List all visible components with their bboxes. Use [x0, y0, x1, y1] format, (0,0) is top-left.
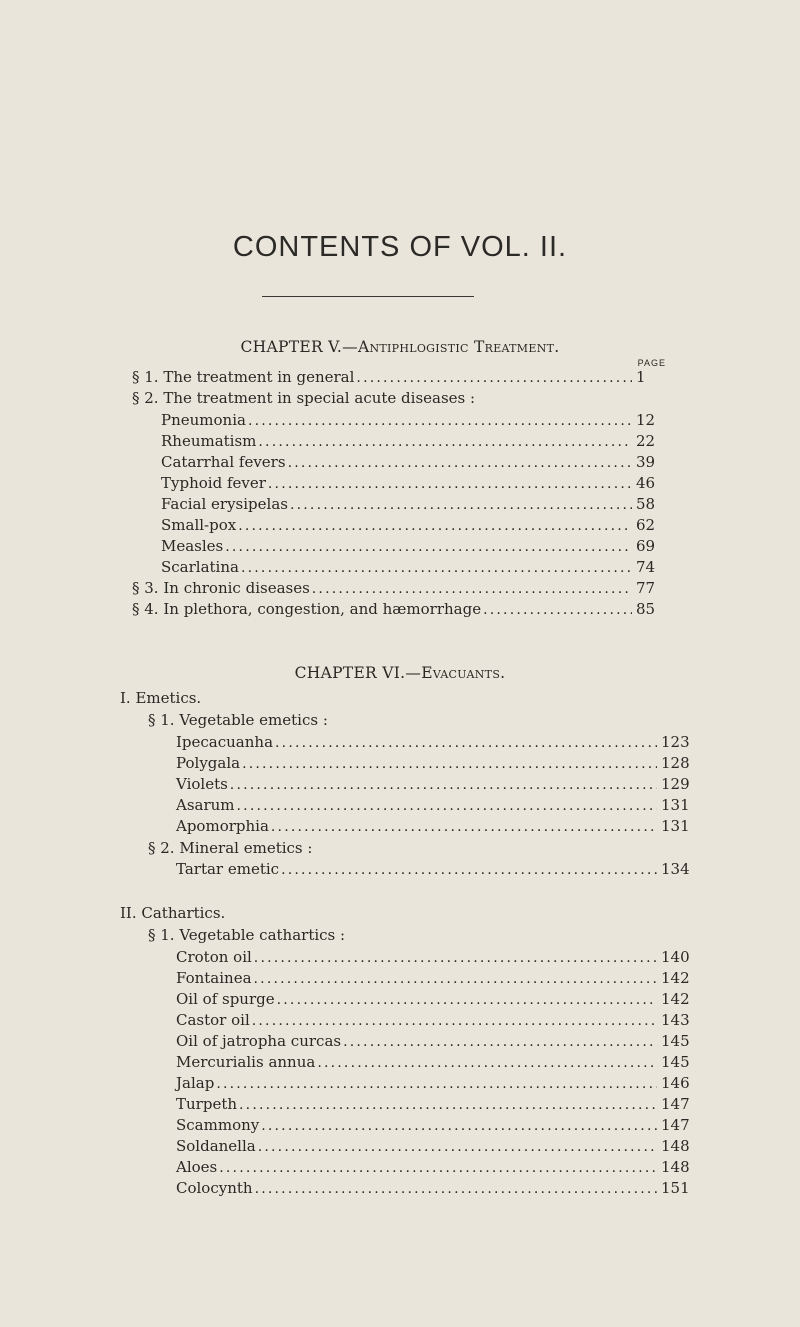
toc-entry-page: 140	[661, 948, 690, 966]
toc-entry-label: Fontainea	[176, 969, 252, 987]
toc-entry	[161, 473, 666, 493]
toc-entry	[176, 1010, 691, 1030]
toc-subheading: § 2. Mineral emetics :	[148, 839, 313, 857]
toc-entry-page: 85	[636, 600, 656, 618]
toc-entry-page: 147	[661, 1095, 690, 1113]
toc-entry	[176, 753, 691, 773]
toc-entry-label: Violets	[176, 775, 228, 793]
section-heading-cathartics: II. Cathartics.	[120, 904, 226, 922]
toc-entry-label: § 4. In plethora, congestion, and hæmorrhage	[132, 600, 482, 618]
toc-entry	[161, 515, 666, 535]
toc-entry-label: Polygala	[176, 754, 241, 772]
chapter-6-heading	[0, 664, 800, 682]
toc-entry	[176, 1157, 691, 1177]
toc-entry-page: 131	[661, 817, 690, 835]
toc-entry-label: Oil of spurge	[176, 990, 275, 1008]
toc-entry	[132, 367, 666, 387]
toc-subheading: § 2. The treatment in special acute diseases :	[132, 389, 476, 407]
toc-entry-label: § 3. In chronic diseases	[132, 579, 310, 597]
toc-entry	[161, 494, 666, 514]
toc-entry-label: Croton oil	[176, 948, 252, 966]
toc-entry	[176, 774, 691, 794]
toc-entry-label: Tartar emetic	[176, 860, 280, 878]
toc-entry-label: Small-pox	[161, 516, 237, 534]
toc-entry-page: 1	[636, 368, 646, 386]
toc-entry	[161, 557, 666, 577]
toc-entry-page: 129	[661, 775, 690, 793]
toc-entry-label: Soldanella	[176, 1137, 256, 1155]
chapter-5-number: CHAPTER V.—	[240, 338, 358, 356]
toc-entry-page: 128	[661, 754, 690, 772]
toc-entry-page: 142	[661, 969, 690, 987]
toc-entry-label: Oil of jatropha curcas	[176, 1032, 342, 1050]
toc-entry	[161, 452, 666, 472]
toc-entry	[176, 947, 691, 967]
toc-entry-page: 58	[636, 495, 656, 513]
toc-entry-page: 151	[661, 1179, 690, 1197]
chapter-5-title: Antiphlogistic Treatment.	[357, 338, 560, 356]
toc-entry-page: 46	[636, 474, 656, 492]
toc-entry	[176, 989, 691, 1009]
toc-entry-label: Mercurialis annua	[176, 1053, 316, 1071]
toc-entry-page: 145	[661, 1032, 690, 1050]
toc-entry-label: Facial erysipelas	[161, 495, 288, 513]
toc-entry-label: Aloes	[176, 1158, 218, 1176]
section-heading-emetics: I. Emetics.	[120, 689, 202, 707]
toc-entry	[176, 1178, 691, 1198]
toc-entry-page: 62	[636, 516, 656, 534]
toc-entry-page: 146	[661, 1074, 690, 1092]
toc-entry-page: 148	[661, 1158, 690, 1176]
page-title: CONTENTS OF VOL. II.	[232, 231, 568, 263]
toc-entry	[176, 1031, 691, 1051]
toc-entry-label: Scammony	[176, 1116, 260, 1134]
chapter-6-title: Evacuants.	[421, 664, 506, 682]
toc-entry-label: Castor oil	[176, 1011, 250, 1029]
toc-entry	[176, 1115, 691, 1135]
toc-entry-label: Catarrhal fevers	[161, 453, 286, 471]
toc-subheading: § 1. Vegetable cathartics :	[148, 926, 346, 944]
toc-entry-label: Colocynth	[176, 1179, 253, 1197]
toc-entry-page: 39	[636, 453, 656, 471]
toc-entry-page: 142	[661, 990, 690, 1008]
toc-entry	[176, 1136, 691, 1156]
toc-entry-label: Apomorphia	[176, 817, 269, 835]
toc-entry-label: Measles	[161, 537, 224, 555]
toc-entry-page: 69	[636, 537, 656, 555]
toc-entry-page: 12	[636, 411, 656, 429]
toc-entry-page: 134	[661, 860, 690, 878]
toc-entry-label: Pneumonia	[161, 411, 246, 429]
toc-entry-page: 148	[661, 1137, 690, 1155]
toc-entry-label: Jalap	[176, 1074, 215, 1092]
toc-entry-label: Typhoid fever	[161, 474, 266, 492]
toc-entry	[176, 859, 691, 879]
toc-entry-page: 145	[661, 1053, 690, 1071]
toc-entry-page: 143	[661, 1011, 690, 1029]
page-column-label: PAGE	[637, 358, 666, 368]
toc-entry-label: § 1. The treatment in general	[132, 368, 355, 386]
chapter-5-heading	[0, 338, 800, 356]
toc-entry-page: 77	[636, 579, 656, 597]
toc-entry-page: 74	[636, 558, 656, 576]
toc-entry	[176, 795, 691, 815]
toc-entry-label: Scarlatina	[161, 558, 239, 576]
toc-entry	[176, 732, 691, 752]
toc-entry-page: 131	[661, 796, 690, 814]
toc-entry	[161, 431, 666, 451]
title-divider	[262, 296, 474, 297]
toc-entry	[176, 1073, 691, 1093]
toc-entry	[176, 1052, 691, 1072]
toc-entry	[132, 578, 666, 598]
toc-entry-label: Rheumatism	[161, 432, 257, 450]
toc-entry-page: 123	[661, 733, 690, 751]
toc-entry	[176, 816, 691, 836]
toc-entry-label: Turpeth	[176, 1095, 238, 1113]
toc-entry	[176, 968, 691, 988]
toc-entry	[161, 536, 666, 556]
toc-entry-page: 147	[661, 1116, 690, 1134]
toc-entry-page: 22	[636, 432, 656, 450]
toc-entry	[176, 1094, 691, 1114]
toc-entry	[132, 599, 666, 619]
chapter-6-number: CHAPTER VI.—	[294, 664, 422, 682]
toc-entry-label: Asarum	[176, 796, 235, 814]
toc-subheading: § 1. Vegetable emetics :	[148, 711, 328, 729]
toc-entry	[161, 410, 666, 430]
toc-entry-label: Ipecacuanha	[176, 733, 274, 751]
